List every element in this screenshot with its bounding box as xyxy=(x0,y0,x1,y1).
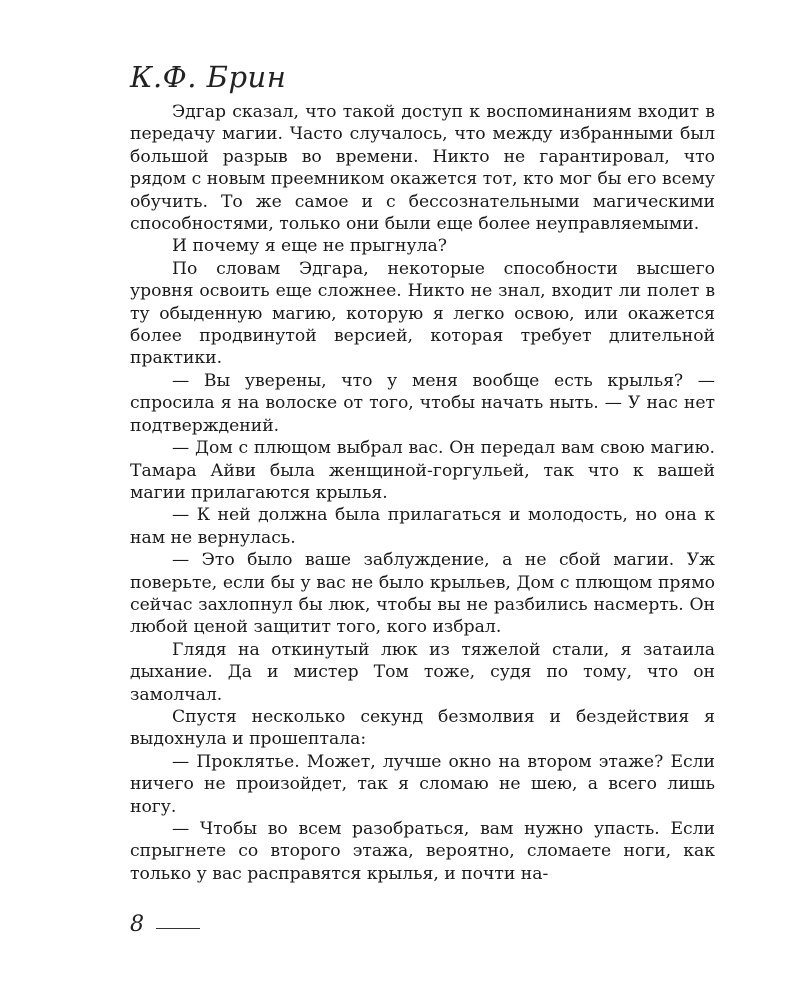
body-text xyxy=(130,101,715,885)
paragraph: — Дом с плющом выбрал вас. Он передал вам свою магию. Тамара Айви была женщиной-горгульей, так что к вашей магии прилагаются крылья. xyxy=(130,438,715,503)
running-header-author: К.Ф. Брин xyxy=(130,60,287,94)
paragraph: — Чтобы во всем разобраться, вам нужно упасть. Если спрыгнете со второго этажа, вероятно, сломаете ноги, как только у вас расправятся крылья, и почти на- xyxy=(130,819,715,884)
paragraph: — К ней должна была прилагаться и молодость, но она к нам не вернулась. xyxy=(130,505,715,548)
page-footer xyxy=(130,912,200,937)
paragraph: Глядя на откинутый люк из тяжелой стали, я затаила дыхание. Да и мистер Том тоже, судя по тому, что он замолчал. xyxy=(130,639,715,705)
paragraph: И почему я еще не прыгнула? xyxy=(172,236,448,257)
paragraph: Спустя несколько секунд безмолвия и бездействия я выдохнула и прошептала: xyxy=(130,706,715,750)
paragraph: По словам Эдгара, некоторые способности высшего уровня освоить еще сложнее. Никто не знал, входит ли полет в ту обыденную магию, которую я легко освою, или окажется более продвинутой версией, которая требует длительной практики. xyxy=(130,258,715,369)
paragraph: — Проклятье. Может, лучше окно на втором этаже? Если ничего не произойдет, так я сломаю не шею, а всего лишь ногу. xyxy=(130,751,715,817)
paragraph: — Это было ваше заблуждение, а не сбой магии. Уж поверьте, если бы у вас не было крыльев, Дом с плющом прямо сейчас захлопнул бы люк, чтобы вы не разбились насмерть. Он любой ценой защитит того, кого избрал. xyxy=(130,550,715,638)
paragraph: — Вы уверены, что у меня вообще есть крылья? — спросила я на волоске от того, чтобы начать ныть. — У нас нет подтверждений. xyxy=(130,370,715,436)
page-number: 8 xyxy=(130,912,144,937)
paragraph: Эдгар сказал, что такой доступ к воспоминаниям входит в передачу магии. Часто случалось, что между избранными был большой разрыв во времени. Никто не гарантировал, что рядом с новым преемником окажется тот, кто мог бы его всему обучить. То же самое и с бессознательными магическими способностями, только они были еще более неуправляемыми. xyxy=(130,102,715,235)
footer-rule xyxy=(156,928,200,929)
